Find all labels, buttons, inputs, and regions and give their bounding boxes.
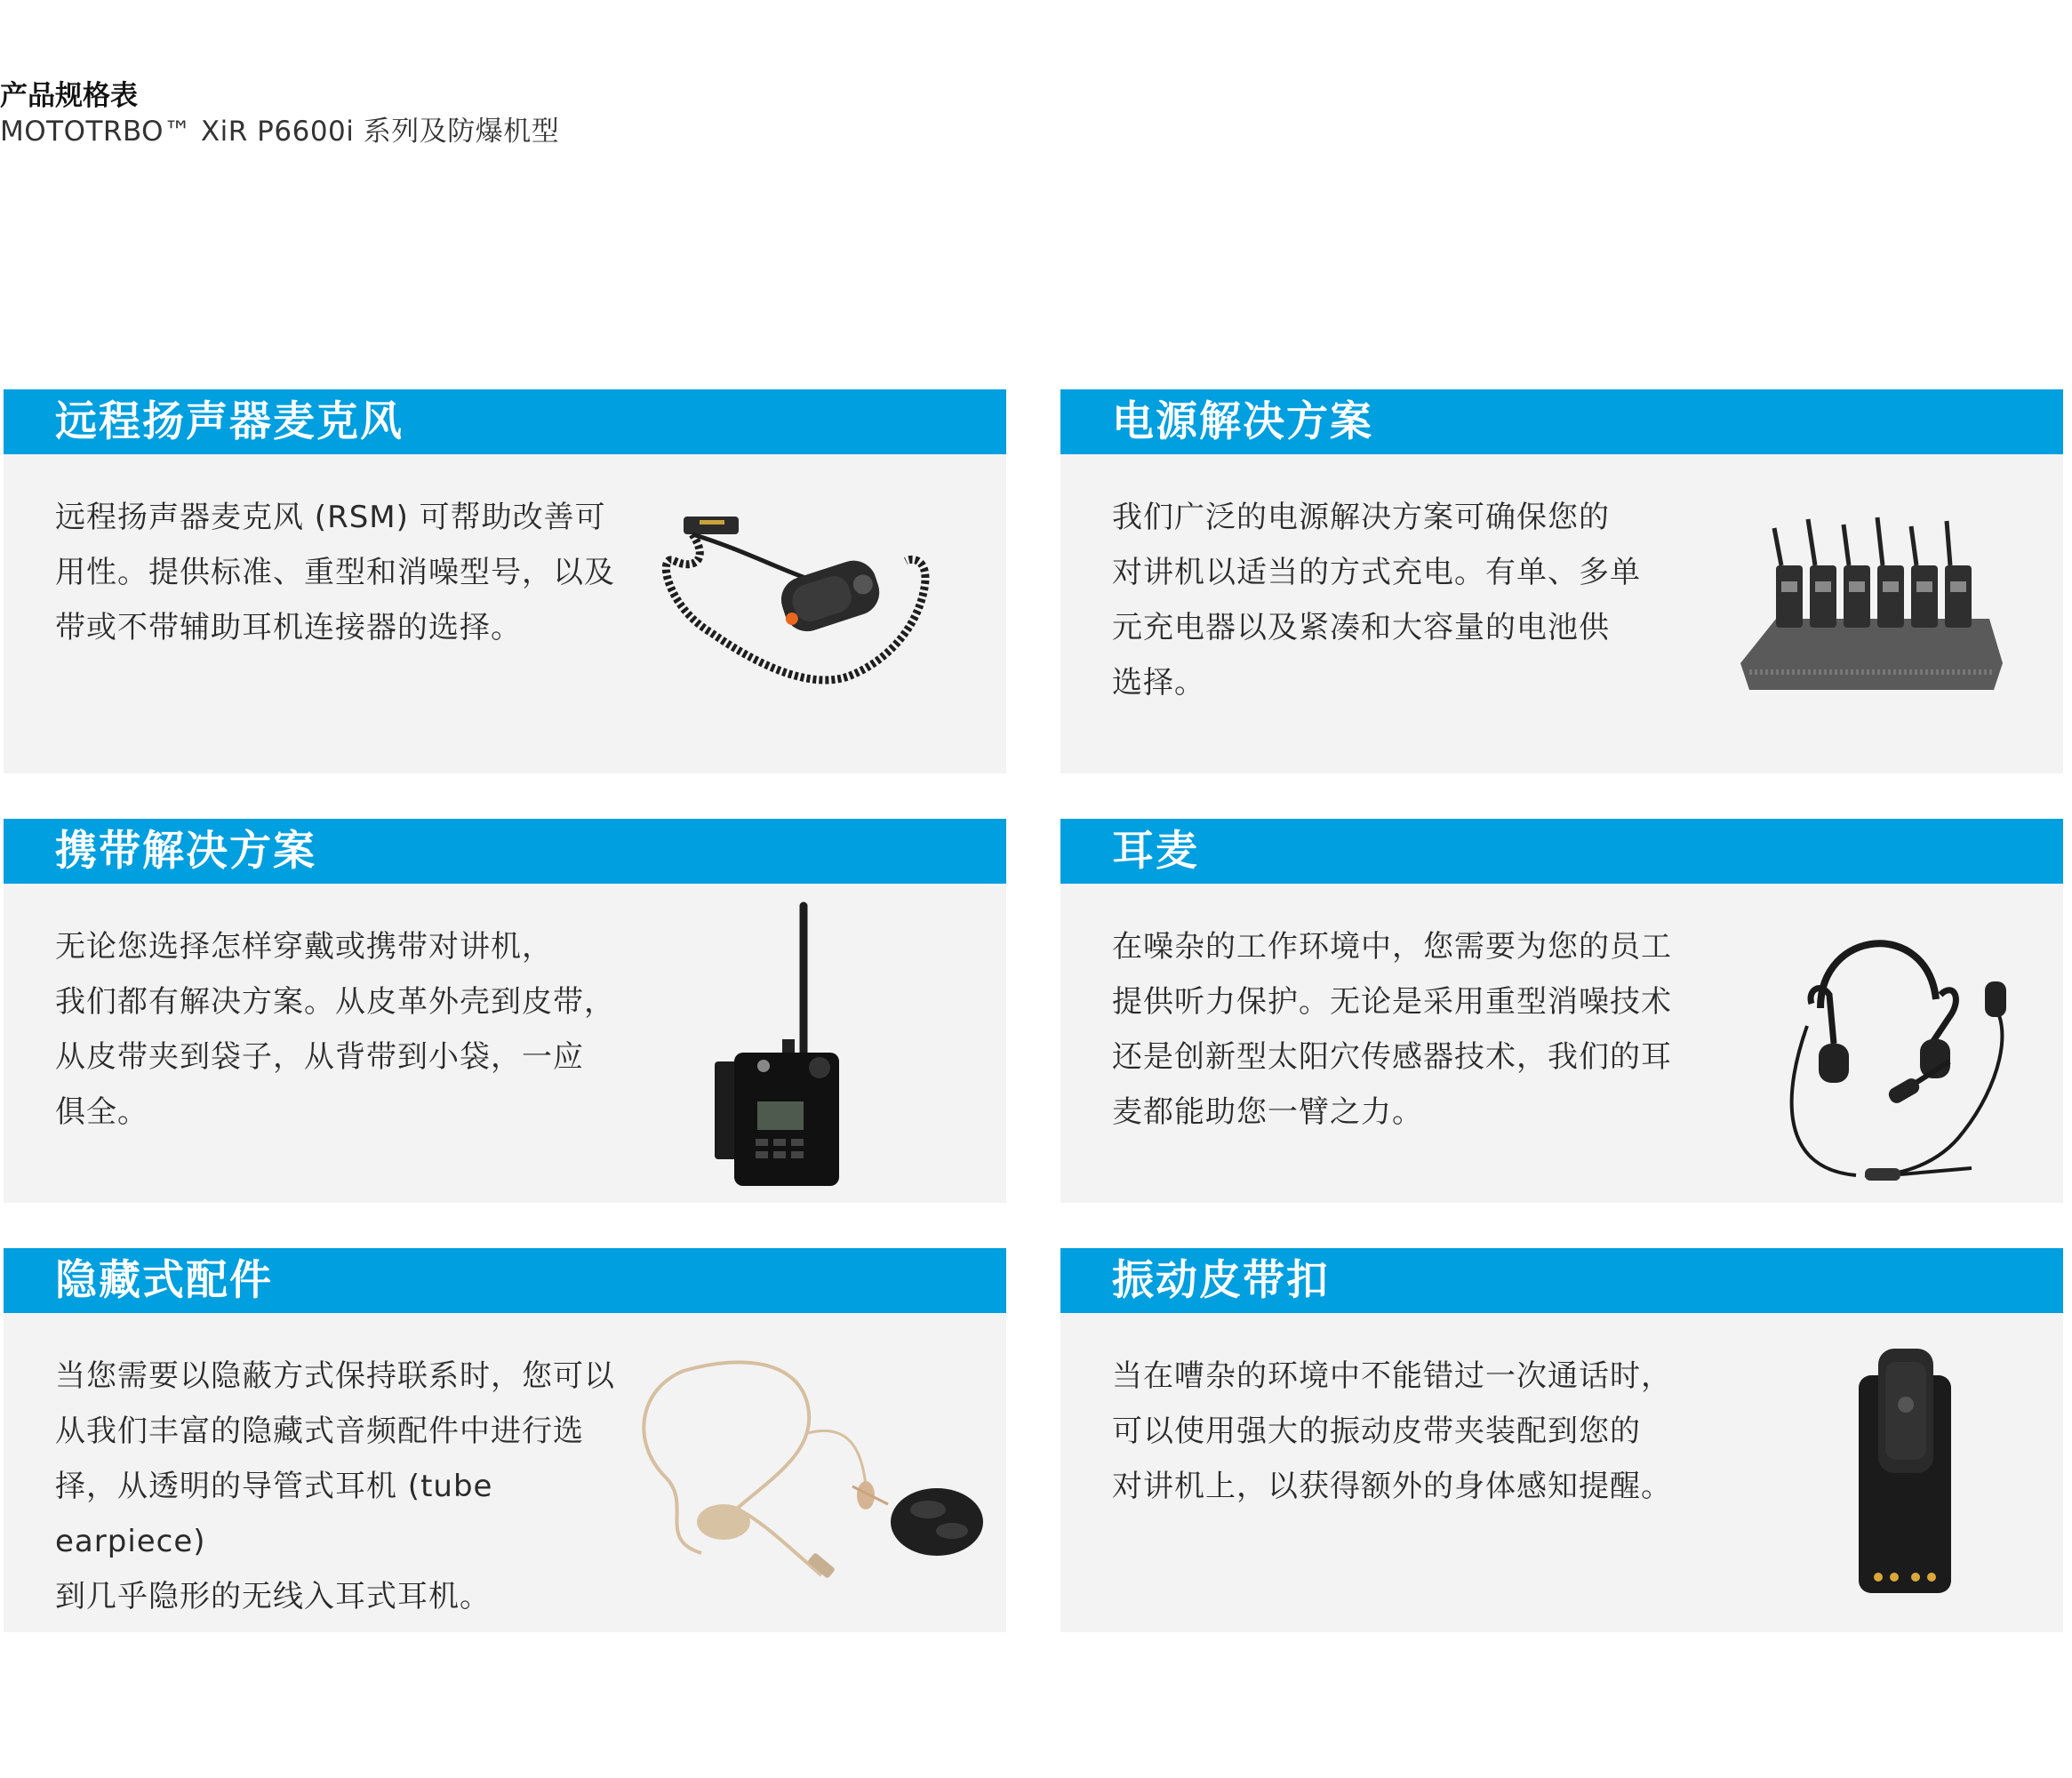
card-remote-speaker-microphone: [4, 389, 1006, 773]
description-line: 远程扬声器麦克风 (RSM) 可帮助改善可: [55, 500, 606, 535]
description-line: 择，从透明的导管式耳机 (tube earpiece): [55, 1469, 493, 1559]
card-description: [1112, 919, 1681, 1140]
description-line: 到几乎隐形的无线入耳式耳机。: [55, 1579, 491, 1614]
description-line: 无论您选择怎样穿戴或携带对讲机，: [55, 929, 553, 965]
description-line: 对讲机以适当的方式充电。有单、多单: [1112, 555, 1641, 590]
vibrating-belt-clip-image: [1852, 1344, 1958, 1602]
card-description: [1112, 1349, 1681, 1514]
card-covert-accessories: [4, 1248, 1006, 1632]
card-title: 电源解决方案: [1060, 389, 2063, 454]
card-vibrating-belt-clip: [1060, 1248, 2063, 1632]
description-line: 用性。提供标准、重型和消噪型号，以及: [55, 555, 615, 590]
document-type-label: 产品规格表: [0, 80, 138, 112]
card-description: [55, 490, 624, 655]
description-line: 选择。: [1112, 665, 1205, 701]
card-carry-solutions: [4, 819, 1006, 1203]
description-line: 从皮带夹到袋子，从背带到小袋，一应: [55, 1039, 584, 1075]
description-line: 俱全。: [55, 1094, 148, 1130]
product-name: MOTOTRBO™ XiR P6600i 系列及防爆机型: [0, 116, 560, 148]
card-headset: [1060, 819, 2063, 1203]
card-description: [55, 919, 624, 1140]
description-line: 在噪杂的工作环境中，您需要为您的员工: [1112, 929, 1672, 965]
card-title: 振动皮带扣: [1060, 1248, 2063, 1313]
description-line: 可以使用强大的振动皮带夹装配到您的: [1112, 1414, 1641, 1449]
card-title: 耳麦: [1060, 819, 2063, 884]
card-title: 隐藏式配件: [4, 1248, 1006, 1313]
description-line: 元充电器以及紧凑和大容量的电池供: [1112, 610, 1610, 645]
card-body: [4, 884, 1006, 1203]
headset-image: [1758, 910, 2016, 1195]
document-header: [0, 78, 559, 149]
card-body: [4, 454, 1006, 773]
card-description: [1112, 490, 1681, 710]
remote-speaker-microphone-image: [657, 508, 950, 708]
description-line: 对讲机上，以获得额外的身体感知提醒。: [1112, 1469, 1672, 1504]
card-body: [4, 1313, 1006, 1632]
card-body: [1060, 884, 2063, 1203]
description-line: 带或不带辅助耳机连接器的选择。: [55, 610, 522, 645]
card-body: [1060, 454, 2063, 773]
multi-unit-charger-image: [1723, 512, 2007, 717]
description-line: 还是创新型太阳穴传感器技术，我们的耳: [1112, 1039, 1672, 1075]
card-description: [55, 1349, 624, 1624]
card-title: 携带解决方案: [4, 819, 1006, 884]
description-line: 我们都有解决方案。从皮革外壳到皮带，: [55, 984, 615, 1020]
card-title: 远程扬声器麦克风: [4, 389, 1006, 454]
covert-earpiece-kit-image: [630, 1353, 995, 1589]
description-line: 麦都能助您一臂之力。: [1112, 1094, 1423, 1130]
description-line: 从我们丰富的隐藏式音频配件中进行选: [55, 1414, 584, 1449]
description-line: 我们广泛的电源解决方案可确保您的: [1112, 500, 1610, 535]
description-line: 当您需要以隐蔽方式保持联系时，您可以: [55, 1358, 615, 1394]
card-body: [1060, 1313, 2063, 1632]
radio-in-leather-case-image: [715, 897, 848, 1195]
description-line: 提供听力保护。无论是采用重型消噪技术: [1112, 984, 1672, 1020]
description-line: 当在嘈杂的环境中不能错过一次通话时，: [1112, 1358, 1672, 1394]
card-power-solutions: [1060, 389, 2063, 773]
